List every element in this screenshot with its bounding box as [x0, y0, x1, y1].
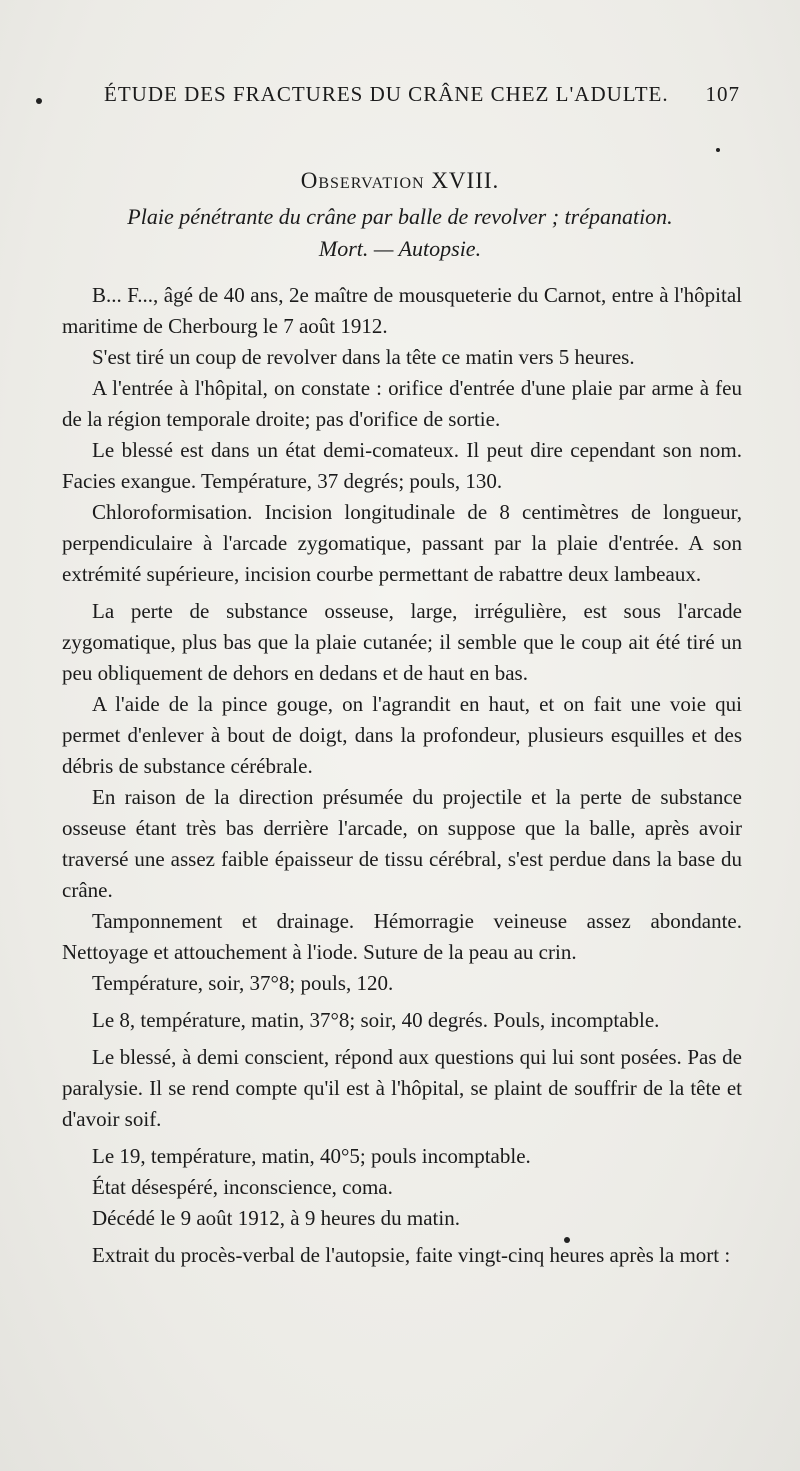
- paragraph: S'est tiré un coup de revolver dans la tête ce matin vers 5 heures.: [92, 345, 635, 369]
- paragraph: Le blessé, à demi conscient, répond aux questions qui lui sont posées. Pas de paralysie. Il se rend compte qu'il est à l'hôpital, se plaint de souffrir de la tête et d'avoir soif.: [62, 1045, 742, 1131]
- running-head: [60, 82, 740, 112]
- observation-subtitle-line1: Plaie pénétrante du crâne par balle de revolver ; trépanation.: [127, 204, 673, 229]
- observation-subtitle-line2: Mort. — Autopsie.: [318, 236, 482, 261]
- body-text: [62, 280, 742, 1271]
- paragraph: En raison de la direction présumée du projectile et la perte de substance osseuse étant très bas derrière l'arcade, on suppose que la balle, après avoir traversé une assez faible épaisseur de tissu cérébral, s'est perdue dans la base du crâne.: [62, 785, 742, 902]
- paragraph: Le 19, température, matin, 40°5; pouls incomptable.: [92, 1144, 531, 1168]
- paragraph: Température, soir, 37°8; pouls, 120.: [92, 971, 394, 995]
- page-number: 107: [705, 82, 740, 106]
- paragraph: Le 8, température, matin, 37°8; soir, 40 degrés. Pouls, incomptable.: [92, 1008, 660, 1032]
- paragraph: La perte de substance osseuse, large, irrégulière, est sous l'arcade zygomatique, plus bas que la plaie cutanée; il semble que le coup ait été tiré un peu obliquement de dehors en dedans et de haut en bas.: [62, 599, 742, 685]
- print-speck: [36, 98, 42, 104]
- observation-title: Observation XVIII.: [300, 168, 500, 193]
- paragraph: Tamponnement et drainage. Hémorragie veineuse assez abondante. Nettoyage et attouchement à l'iode. Suture de la peau au crin.: [62, 909, 742, 964]
- paragraph: Extrait du procès-verbal de l'autopsie, faite vingt-cinq heures après la mort :: [92, 1243, 731, 1267]
- paragraph: Décédé le 9 août 1912, à 9 heures du matin.: [92, 1206, 460, 1230]
- running-head-title: ÉTUDE DES FRACTURES DU CRÂNE CHEZ L'ADULTE.: [104, 82, 669, 106]
- print-speck: [564, 1237, 570, 1243]
- paragraph: A l'entrée à l'hôpital, on constate : orifice d'entrée d'une plaie par arme à feu de la région temporale droite; pas d'orifice de sortie.: [62, 376, 742, 431]
- print-speck: [716, 148, 720, 152]
- paragraph: État désespéré, inconscience, coma.: [92, 1175, 393, 1199]
- paragraph: A l'aide de la pince gouge, on l'agrandit en haut, et on fait une voie qui permet d'enlever à bout de doigt, dans la profondeur, plusieurs esquilles et des débris de substance cérébrale.: [62, 692, 742, 778]
- paragraph: B... F..., âgé de 40 ans, 2e maître de mousqueterie du Carnot, entre à l'hôpital maritime de Cherbourg le 7 août 1912.: [62, 283, 742, 338]
- paragraph: Le blessé est dans un état demi-comateux. Il peut dire cependant son nom. Facies exangue. Température, 37 degrés; pouls, 130.: [62, 438, 742, 493]
- paragraph: Chloroformisation. Incision longitudinale de 8 centimètres de longueur, perpendiculaire à l'arcade zygomatique, passant par la plaie d'entrée. A son extrémité supérieure, incision courbe permettant de rabattre deux lambeaux.: [62, 500, 742, 586]
